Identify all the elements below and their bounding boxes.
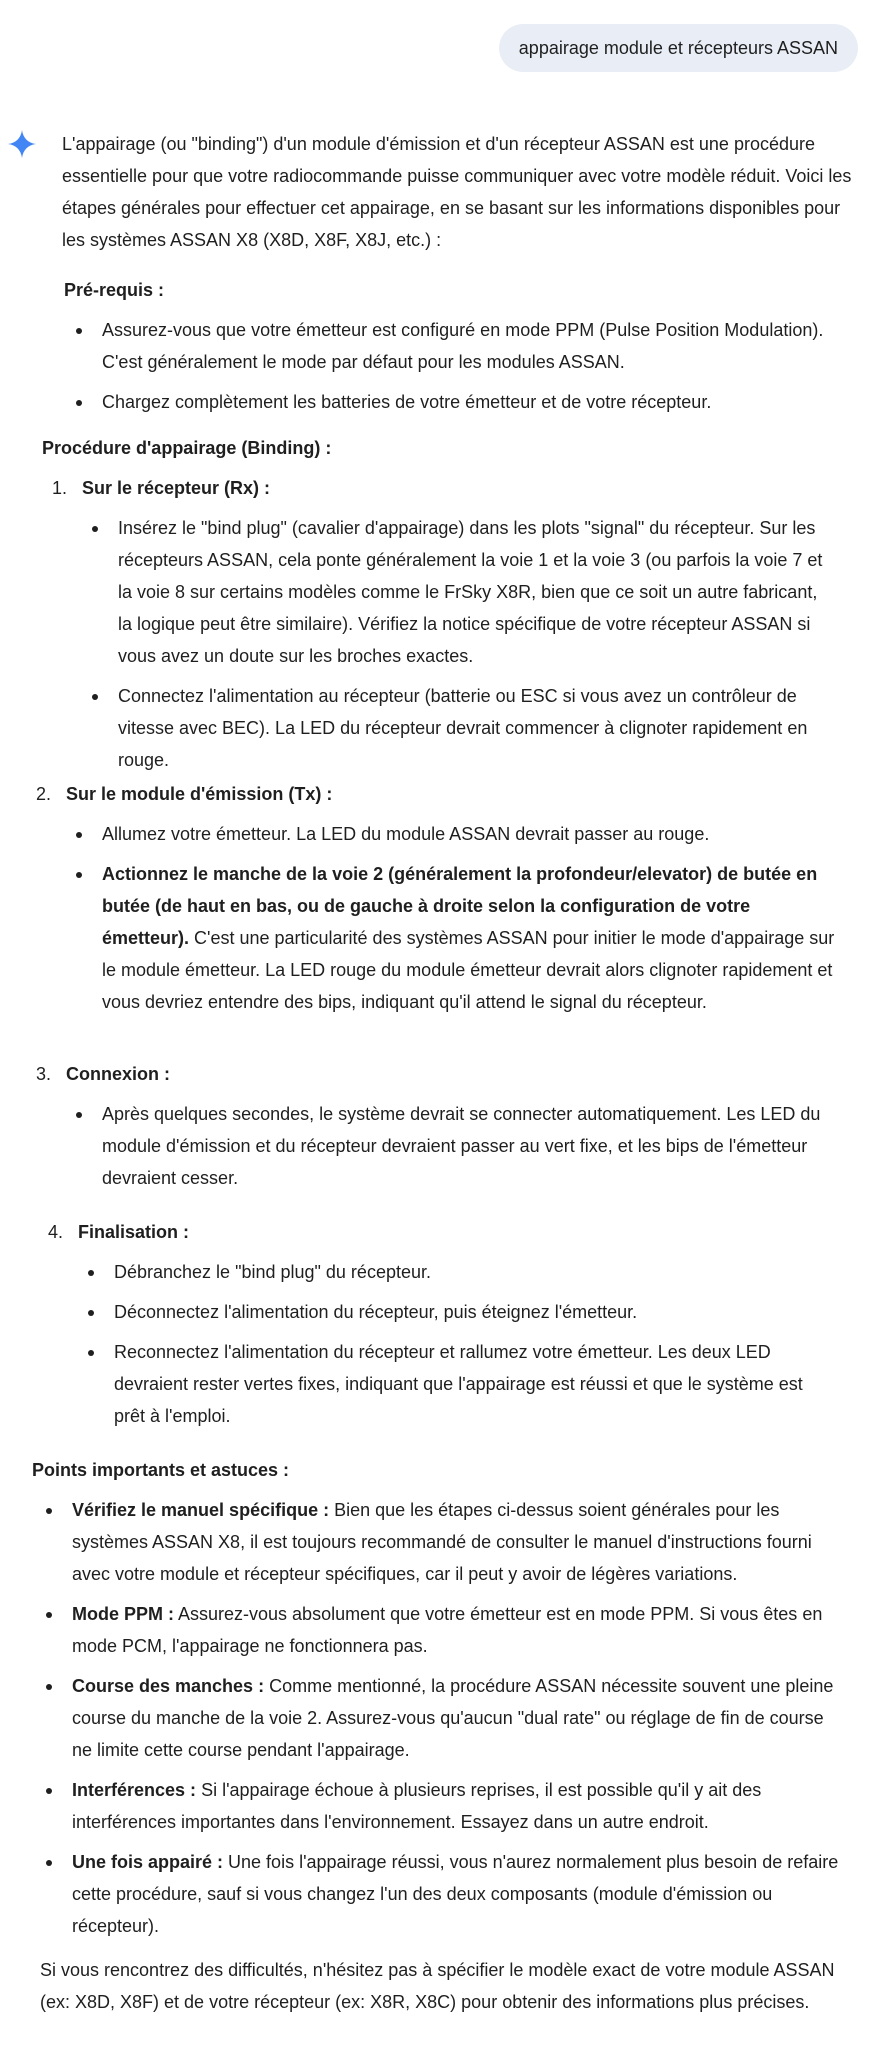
step4-title: Finalisation : bbox=[78, 1222, 190, 1242]
list-item: Chargez complètement les batteries de votre émetteur et de votre récepteur. bbox=[102, 386, 852, 418]
list-item bbox=[72, 1598, 842, 1662]
step3-list bbox=[102, 1098, 842, 1202]
list-item bbox=[72, 1670, 842, 1766]
user-query-bubble: appairage module et récepteurs ASSAN bbox=[499, 24, 858, 72]
list-item: Déconnectez l'alimentation du récepteur, puis éteignez l'émetteur. bbox=[114, 1296, 834, 1328]
list-item: Débranchez le "bind plug" du récepteur. bbox=[114, 1256, 834, 1288]
emphasis: Course des manches : bbox=[72, 1676, 265, 1696]
step3-title: Connexion : bbox=[66, 1064, 170, 1084]
item-text: Assurez-vous absolument que votre émetteur est en mode PPM. Si vous êtes en mode PCM, l'appairage ne fonctionnera pas. bbox=[72, 1604, 823, 1656]
emphasis: Interférences : bbox=[72, 1780, 197, 1800]
emphasis: Vérifiez le manuel spécifique : bbox=[72, 1500, 330, 1520]
step-number: 4. bbox=[48, 1222, 64, 1242]
item-text: Si l'appairage échoue à plusieurs reprises, il est possible qu'il y ait des interférences importantes dans l'environnement. Essayez dans un autre endroit. bbox=[72, 1780, 762, 1832]
closing-text: Si vous rencontrez des difficultés, n'hésitez pas à spécifier le modèle exact de votre module ASSAN (ex: X8D, X8F) et de votre récepteur (ex: X8R, X8C) pour obtenir des informations plus précises. bbox=[40, 1960, 835, 2012]
gemini-sparkle-icon bbox=[8, 130, 36, 158]
step-number: 1. bbox=[52, 478, 68, 498]
list-item bbox=[72, 1494, 842, 1590]
step-number: 3. bbox=[36, 1064, 52, 1084]
intro-text: L'appairage (ou "binding") d'un module d'émission et d'un récepteur ASSAN est une procédure essentielle pour que votre radiocommande puisse communiquer avec votre modèle réduit. Voici les étapes générales pour effectuer cet appairage, en se basant sur les informations disponibles pour les systèmes ASSAN X8 (X8D, X8F, X8J, etc.) : bbox=[62, 134, 852, 250]
list-item: Après quelques secondes, le système devrait se connecter automatiquement. Les LED du module d'émission et du récepteur devraient passer au vert fixe, et les bips de l'émetteur devraient cesser. bbox=[102, 1098, 842, 1194]
item-text: Bien que les étapes ci-dessus soient générales pour les systèmes ASSAN X8, il est toujours recommandé de consulter le manuel d'instructions fourni avec votre module et récepteur spécifiques, car il peut y avoir de légères variations. bbox=[72, 1500, 812, 1584]
item-text: Une fois l'appairage réussi, vous n'aurez normalement plus besoin de refaire cette procédure, sauf si vous changez l'un des deux composants (module d'émission ou récepteur). bbox=[72, 1852, 839, 1936]
prereq-heading: Pré-requis : bbox=[64, 280, 165, 300]
list-item bbox=[102, 858, 842, 1018]
tips-list bbox=[72, 1494, 842, 1950]
step2-list bbox=[102, 818, 842, 1026]
list-item bbox=[72, 1846, 842, 1942]
emphasis: Une fois appairé : bbox=[72, 1852, 224, 1872]
step4-list bbox=[114, 1256, 834, 1440]
tips-heading: Points importants et astuces : bbox=[32, 1460, 290, 1480]
list-item: Reconnectez l'alimentation du récepteur et rallumez votre émetteur. Les deux LED devraient rester vertes fixes, indiquant que l'appairage est réussi et que le système est prêt à l'emploi. bbox=[114, 1336, 834, 1432]
list-item: Connectez l'alimentation au récepteur (batterie ou ESC si vous avez un contrôleur de vitesse avec BEC). La LED du récepteur devrait commencer à clignoter rapidement en rouge. bbox=[118, 680, 834, 776]
step2-title: Sur le module d'émission (Tx) : bbox=[66, 784, 333, 804]
list-item: Assurez-vous que votre émetteur est configuré en mode PPM (Pulse Position Modulation). C'est généralement le mode par défaut pour les modules ASSAN. bbox=[102, 314, 852, 378]
list-item: Allumez votre émetteur. La LED du module ASSAN devrait passer au rouge. bbox=[102, 818, 842, 850]
step1-list bbox=[118, 512, 834, 784]
emphasis: Mode PPM : bbox=[72, 1604, 174, 1624]
emphasis: Actionnez le manche de la voie 2 (généralement la profondeur/elevator) de butée en butée (de haut en bas, ou de gauche à droite selon la configuration de votre émetteur). bbox=[102, 864, 818, 948]
list-item: Insérez le "bind plug" (cavalier d'appairage) dans les plots "signal" du récepteur. Sur les récepteurs ASSAN, cela ponte généralement la voie 1 et la voie 3 (ou parfois la voie 7 et la voie 8 sur certains modèles comme le FrSky X8R, bien que ce soit un autre fabricant, la logique peut être similaire). Vérifiez la notice spécifique de votre récepteur ASSAN si vous avez un doute sur les broches exactes. bbox=[118, 512, 834, 672]
item-text: C'est une particularité des systèmes ASSAN pour initier le mode d'appairage sur le module émetteur. La LED rouge du module émetteur devrait alors clignoter rapidement et vous devriez entendre des bips, indiquant qu'il attend le signal du récepteur. bbox=[102, 928, 835, 1012]
procedure-heading: Procédure d'appairage (Binding) : bbox=[42, 438, 332, 458]
prereq-list bbox=[102, 314, 852, 426]
item-text: Comme mentionné, la procédure ASSAN nécessite souvent une pleine course du manche de la voie 2. Assurez-vous qu'aucun "dual rate" ou réglage de fin de course ne limite cette course pendant l'appairage. bbox=[72, 1676, 834, 1760]
list-item bbox=[72, 1774, 842, 1838]
step-number: 2. bbox=[36, 784, 52, 804]
step1-title: Sur le récepteur (Rx) : bbox=[82, 478, 271, 498]
